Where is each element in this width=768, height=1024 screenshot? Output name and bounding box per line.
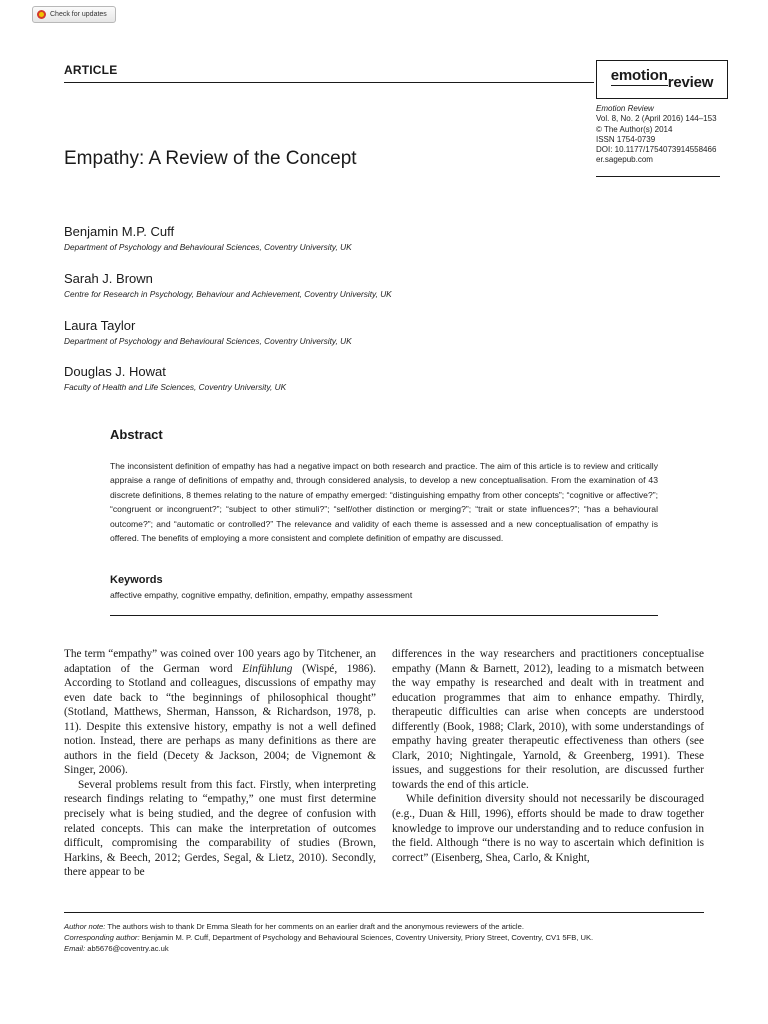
author-affiliation: Faculty of Health and Life Sciences, Coventry University, UK xyxy=(64,382,287,392)
journal-name: Emotion Review xyxy=(596,104,654,113)
logo-word-emotion: emotion xyxy=(610,67,668,84)
logo-word-review: review xyxy=(667,74,714,91)
author-email: Email: ab5676@coventry.ac.uk xyxy=(64,944,169,954)
journal-issn: ISSN 1754-0739 xyxy=(596,134,656,144)
author-block xyxy=(64,364,286,392)
keywords-heading: Keywords xyxy=(110,574,163,586)
journal-copyright: © The Author(s) 2014 xyxy=(596,124,673,134)
abstract-text: The inconsistent definition of empathy has had a negative impact on both research and practice. The aim of this article is to review and critically appraise a range of definitions of empathy and, through considered analysis, to develop a new conceptualisation. From the examination of 43 discrete definitions, 8 themes relating to the nature of empathy emerged: “distinguishing empathy from other concepts”; “cognitive or affective?”; “congruent or incongruent?”; “subject to other stimuli?”; “self/other distinction or merging?”; “trait or state influences?”; “has a behavioural outcome?”; and “automatic or controlled?” The relevance and validity of each theme is assessed and a new conceptualisation of empathy is offered. The benefits of employing a more consistent and complete definition of empathy are discussed. xyxy=(110,461,658,544)
footnote xyxy=(64,921,704,955)
journal-meta xyxy=(596,104,717,166)
author-block xyxy=(64,224,352,252)
author-name: Benjamin M.P. Cuff xyxy=(64,224,175,239)
author-affiliation: Centre for Research in Psychology, Behaviour and Achievement, Coventry University, UK xyxy=(64,289,392,299)
body-paragraph: differences in the way researchers and practitioners conceptualise empathy (Mann & Barnett, 2012), leading to a mismatch between the way empathy is researched and dealt with in treatment and education programmes that aim to enhance empathy. Thirdly, therapeutic difficulties can arise when concepts are understood differently (Book, 1988; Clark, 2010), with some understandings of empathy having greater therapeutic effectiveness than others (see Clark, 2010; Nightingale, Yarnold, & Greenberg, 1991). These issues, and suggestions for their resolution, are discussed further towards the end of this article. xyxy=(392,648,704,791)
journal-volume: Vol. 8, No. 2 (April 2016) 144–153 xyxy=(596,114,717,124)
author-affiliation: Department of Psychology and Behavioural Sciences, Coventry University, UK xyxy=(64,242,352,252)
body-paragraph: The term “empathy” was coined over 100 years ago by Titchener, an adaptation of the German word Einfühlung (Wispé, 1986). According to Stotland and colleagues, discussions of empathy may even date back to “the beginnings of philosophical thought” (Stotland, Matthews, Sherman, Hansson, & Richardson, 1978, p. 11). Despite this extensive history, empathy is not a well defined notion. Instead, there are perhaps as many definitions as there are authors in the field (Decety & Jackson, 2004; de Vignemont & Singer, 2006). xyxy=(64,648,376,777)
author-note: Author note: The authors wish to thank Dr Emma Sleath for her comments on an earlier draft and the anonymous reviewers of the article. xyxy=(64,922,524,931)
journal-doi[interactable]: DOI: 10.1177/1754073914558466 xyxy=(596,145,717,155)
header-rule xyxy=(64,82,594,83)
corresponding-author: Corresponding author: Benjamin M. P. Cuff, Department of Psychology and Behavioural Sciences, Coventry University, Priory Street, Coventry, CV1 5FB, UK. xyxy=(64,933,594,943)
body-paragraph: While definition diversity should not necessarily be discouraged (e.g., Duan & Hill, 1996), efforts should be made to draw together knowledge to improve our understanding and to reduce confusion in the field. Although “there is no way to ascertain which definition is correct” (Eisenberg, Shea, Carlo, & Knight, xyxy=(392,793,704,864)
body-paragraph: Several problems result from this fact. Firstly, when interpreting research findings relating to “empathy,” one must first determine precisely what is being studied, and the degree of confusion with related concepts. This can make the interpretation of outcomes difficult, compromising the comparability of studies (Brown, Harkins, & Beech, 2012; Gerdes, Segal, & Lietz, 2010). Secondly, there appear to be xyxy=(64,778,376,879)
journal-logo xyxy=(596,60,728,99)
author-name: Laura Taylor xyxy=(64,318,136,333)
author-block xyxy=(64,271,392,299)
body-column-right xyxy=(392,647,704,865)
body-column-left xyxy=(64,647,376,880)
keywords-text: affective empathy, cognitive empathy, definition, empathy, empathy assessment xyxy=(110,590,413,600)
article-title: Empathy: A Review of the Concept xyxy=(64,148,357,169)
article-type-label: ARTICLE xyxy=(64,63,118,77)
check-for-updates-button[interactable] xyxy=(32,6,116,23)
abstract-heading: Abstract xyxy=(110,427,163,442)
author-affiliation: Department of Psychology and Behavioural Sciences, Coventry University, UK xyxy=(64,336,352,346)
author-name: Douglas J. Howat xyxy=(64,364,166,379)
author-name: Sarah J. Brown xyxy=(64,271,153,286)
footnote-rule xyxy=(64,912,704,913)
crossmark-icon xyxy=(37,10,46,19)
check-for-updates-label: Check for updates xyxy=(50,11,107,18)
journal-site[interactable]: er.sagepub.com xyxy=(596,155,653,165)
abstract-rule xyxy=(110,615,658,616)
author-block xyxy=(64,318,352,346)
meta-rule xyxy=(596,176,720,177)
